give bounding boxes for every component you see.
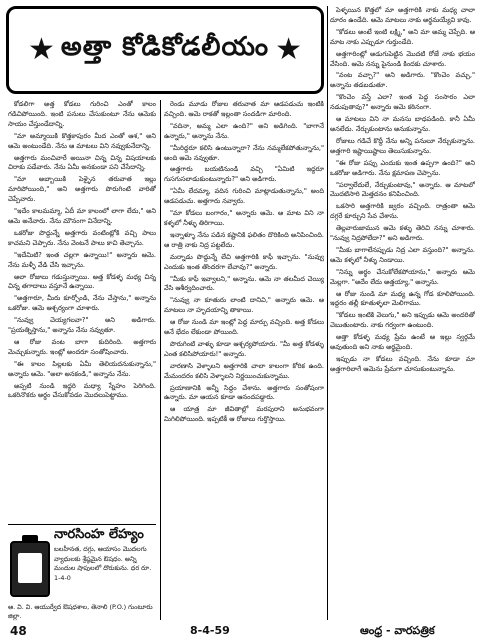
paragraph: అప్పటి నుండి ఇద్దరి మధ్యా స్నేహం పెరిగింది. ఒకరినొకరు అర్థం చేసుకోవడం మొదలుపెట్టాము. <box>8 381 156 400</box>
paragraph: "మా అమ్మాయికి కొత్తకాపురం మీద ఎంతో ఆశ," అని ఆమె అంటుండేది. నేను ఆ మాటలు విని నవ్వుకునేదాన్ని. <box>8 131 156 150</box>
paragraph: "కొంచెం వస్తే ఎలా? ఇంత పెద్ద సంసారం ఎలా నడుపుతావు?" అన్నారు ఆమె కఠినంగా. <box>330 93 475 112</box>
paragraph: రెండు మూడు రోజుల తరువాత మా ఆడపడుచు ఇంటికి వచ్చింది. ఆమె రాకతో ఇల్లంతా సందడిగా మారింది. <box>164 100 324 118</box>
paragraph: అత్తా కోడళ్ళ మధ్య ప్రేమ ఉంటే ఆ ఇల్లు స్వర్గమే అవుతుంది అని నాకు అర్థమైంది. <box>330 333 475 352</box>
paragraph: "వదినా, అమ్మ ఎలా ఉంది?" అని అడిగింది. "బాగానే ఉన్నారు," అన్నాను నేను. <box>164 121 324 140</box>
article-title: అత్తా కోడికోడలీయం <box>60 32 270 62</box>
star-icon: ★ <box>275 32 302 67</box>
paragraph: ఒకరోజు పొద్దున్నే అత్తగారు వంటింట్లోకి వచ్చి పాలు కాచమని చెప్పారు. నేను వెంటనే పాలు కాచి తెచ్చాను. <box>8 228 156 247</box>
paragraph: పొరుగింటి వాళ్ళు కూడా ఆశ్చర్యపోయారు. "మీ అత్త కోడళ్ళు ఎంత కలిసిపోయారు!" అన్నారు. <box>164 339 324 358</box>
paragraph: "నువ్వు చెయ్యగలవా?" అని అడిగారు. "ప్రయత్నిస్తాను," అన్నాను నేను నవ్వుతూ. <box>8 316 156 335</box>
paragraph: వారణాసి వెళ్ళాలని అత్తగారికి చాలా కాలంగా కోరిక ఉంది. మేమందరం కలిసి వెళ్ళాలని నిర్ణయించుకున్నాము. <box>164 361 324 380</box>
paragraph: మర్నాడు పొద్దున్నే లేచి అత్తగారికి కాఫీ ఇచ్చాను. "నువ్వు ఎందుకు ఇంత తొందరగా లేచావు?" అన్నారు. <box>164 252 324 271</box>
text-column-left <box>8 100 156 520</box>
advertisement <box>8 524 156 620</box>
star-icon: ★ <box>27 32 55 67</box>
paragraph: తెల్లవారుజామున ఆమె కళ్ళు తెరిచి నన్ను చూశారు. "నువ్వు నిద్రపోలేదా?" అని అడిగారు. <box>330 224 475 243</box>
ad-title: నారసింహ లేహ్యం <box>54 527 144 542</box>
magazine-name: ఆంధ్ర - వారపత్రిక <box>360 624 435 637</box>
paragraph: అలా రోజులు గడుస్తున్నాయి. అత్త కోడళ్ళ మధ్య చిన్న చిన్న తగాదాలు వస్తూనే ఉన్నాయి. <box>8 272 156 291</box>
text-column-middle <box>164 100 324 620</box>
paragraph: "మా కోడలు బంగారం," అన్నారు ఆమె. ఆ మాట విని నా కళ్ళలో నీళ్ళు తిరిగాయి. <box>164 209 324 227</box>
paragraph: ఇప్పుడు నా కోడలు వచ్చింది. నేను కూడా మా అత్తగారిలాగే ఆమెను ప్రేమగా చూసుకుంటున్నాను. <box>330 355 475 373</box>
paragraph: "మీకు బాగాలేనప్పుడు నిద్ర ఎలా వస్తుంది?" అన్నాను. ఆమె కళ్ళలో నీళ్ళు నిండాయి. <box>330 245 475 264</box>
paragraph: ఆ రోజు నుండి మా ఇంట్లో పెద్ద మార్పు వచ్చింది. అత్త కోడలు అనే భేదం లేకుండా పోయింది. <box>164 318 324 337</box>
paragraph: "మీరిద్దరూ కలిసి ఉంటున్నారా? నేను నమ్మలేకపోతున్నాను," అంది ఆమె నవ్వుతూ. <box>164 143 324 162</box>
paragraph: "నువ్వు నా కూతురు లాంటి దానివి," అన్నారు ఆమె. ఆ మాటలు నా హృదయాన్ని తాకాయి. <box>164 296 324 315</box>
paragraph: ఆ మాటలు విని నా మనసు బాధపడింది. కానీ ఏమీ అనలేదు. నేర్చుకుంటాను అనుకున్నాను. <box>330 115 475 133</box>
paragraph: "మీకు కాఫీ ఇవ్వాలని," అన్నాను. ఆమె నా తలమీద చెయ్యి వేసి ఆశీర్వదించారు. <box>164 274 324 293</box>
paragraph: "కోడలు ఇంటికి వెలుగు," అని ఇప్పుడు ఆమె అందరితో చెబుతుంటారు. నాకు గర్వంగా ఉంటుంది. <box>330 311 475 330</box>
paragraph: "ఈ రోజు పప్పు ఎందుకు ఇంత ఉప్పగా ఉంది?" అని ఒకరోజు అడిగారు. నేను క్షమాపణ చెప్పాను. <box>330 158 475 177</box>
paragraph: "కోడలు అంటే ఇంటి లక్ష్మి," అని మా అమ్మ చెప్పేది. ఆ మాట నాకు ఎప్పుడూ గుర్తుండేది. <box>330 27 475 46</box>
issue-date: 8-4-59 <box>190 624 230 637</box>
medicine-bottle-icon <box>10 541 50 597</box>
paragraph: ప్రయాణానికి అన్నీ సిద్ధం చేశాను. అత్తగారు సంతోషంగా ఉన్నారు. మా ఆయన కూడా ఆనందపడ్డారు. <box>164 383 324 402</box>
paragraph: అత్తగారు మంచివారే అయినా చిన్న చిన్న విషయాలకు చిరాకు పడేవారు. నేను ఏమీ అనకుండా పని చేసేదాన్ని. <box>8 153 156 172</box>
paragraph: "ఇదేం కాలమమ్మా, ఏదీ మా కాలంలో లాగా లేదు," అని ఆమె అనేవారు. నేను మౌనంగా వినేదాన్ని. <box>8 207 156 225</box>
paragraph: "పర్వాలేదులే, నేర్చుకుంటావు," అన్నారు. ఆ మాటలో మొదటిసారి మెత్తదనం కనిపించింది. <box>330 180 475 199</box>
paragraph: "ఇదేమిటి? ఇంత చల్లగా ఉన్నాయి!" అన్నారు ఆమె. నేను మళ్ళీ వేడి చేసి ఇచ్చాను. <box>8 250 156 269</box>
ad-body: బలహీనత, దగ్గు, ఆయాసం మొదలగు వ్యాధులకు శ్రేష్ఠమైన ఔషధం. అన్ని మందుల షాపులలో దొరుకును. ధర రూ. 1-4-0 <box>54 545 152 582</box>
paragraph: "వంట వచ్చా?" అని అడిగారు. "కొంచెం వచ్చు," అన్నాను తడబడుతూ. <box>330 71 475 90</box>
paragraph: "మా అబ్బాయికి పెళ్ళైన తరువాత ఇల్లు మారిపోయింది," అని అత్తగారు పొరుగింటి వారితో చెప్పేవారు. <box>8 175 156 204</box>
paragraph: రోజులు గడిచే కొద్దీ నేను అన్ని పనులూ నేర్చుకున్నాను. అత్తగారి ఇష్టాయిష్టాలు తెలుసుకున్నాను. <box>330 136 475 155</box>
paragraph: "నిన్ను అర్థం చేసుకోలేకపోయాను," అన్నారు ఆమె మెల్లగా. "అదేం లేదు అత్తయ్యా," అన్నాను. <box>330 267 475 286</box>
paragraph: ఆ యాత్ర మా జీవితాల్లో మరపురాని అనుభవంగా మిగిలిపోయింది. ఇప్పటికీ ఆ రోజులు గుర్తొస్తాయి. <box>164 405 324 424</box>
paragraph: కోడలిగా అత్త కోడలు గురించి ఎంతో కాలం గడిచిపోయింది. ఇంటి పనులు చేసుకుంటూ నేను ఆమెకు సాయం చేస్తుండేదాన్ని. <box>8 100 156 128</box>
paragraph: అత్తగారింట్లో అడుగుపెట్టిన మొదటి రోజే నాకు భయం వేసింది. ఆమె నన్ను పైనుండి కిందకు చూశారు. <box>330 49 475 68</box>
paragraph: ఆ రోజు వంట బాగా కుదిరింది. అత్తగారు మెచ్చుకున్నారు. ఇంట్లో అందరూ సంతోషించారు. <box>8 337 156 356</box>
text-column-right <box>330 6 475 620</box>
ad-address: ఆ. వి. వి. ఆయుర్వేద ఔషధశాల, తెనాలి (P.O.) గుంటూరు జిల్లా. <box>8 603 153 620</box>
paragraph: ఇన్నాళ్ళూ నేను పడిన కష్టానికి ఫలితం దొరికింది అనిపించింది. ఆ రాత్రి నాకు నిద్ర పట్టలేదు. <box>164 230 324 249</box>
column-divider <box>327 6 328 620</box>
page-number: 48 <box>10 624 27 638</box>
paragraph: "ఏమీ లేదమ్మా, వదిన గురించి మాట్లాడుతున్నాను," అంది ఆడపడుచు. అత్తగారు నవ్వారు. <box>164 187 324 206</box>
column-divider <box>160 100 161 620</box>
paragraph: "అత్తగారూ, మీరు కూర్చోండి, నేను చేస్తాను," అన్నాను ఒకరోజు. ఆమె ఆశ్చర్యంగా చూశారు. <box>8 294 156 313</box>
paragraph: పెళ్ళయిన కొత్తలో మా అత్తగారికి నాకు మధ్య చాలా దూరం ఉండేది. ఆమె మాటలు నాకు అర్థమయ్యేవి కావు. <box>330 6 475 24</box>
paragraph: అత్తగారు బయటినుండి వచ్చి "ఏమిటి ఇద్దరూ గుసగుసలాడుకుంటున్నారు?" అని అడిగారు. <box>164 165 324 184</box>
paragraph: "ఈ కాలం పిల్లలకు ఏమీ తెలియదనుకున్నాను," అన్నారు ఆమె. "అలా అనకండి," అన్నాను నేను. <box>8 359 156 378</box>
article-header <box>6 6 324 94</box>
paragraph: ఆ రోజు నుండి మా మధ్య ఉన్న గోడ కూలిపోయింది. ఇద్దరం తల్లీ కూతుళ్ళలా మెలిగాము. <box>330 289 475 308</box>
paragraph: ఒకసారి అత్తగారికి జ్వరం వచ్చింది. రాత్రంతా ఆమె దగ్గరే కూర్చుని సేవ చేశాను. <box>330 202 475 221</box>
